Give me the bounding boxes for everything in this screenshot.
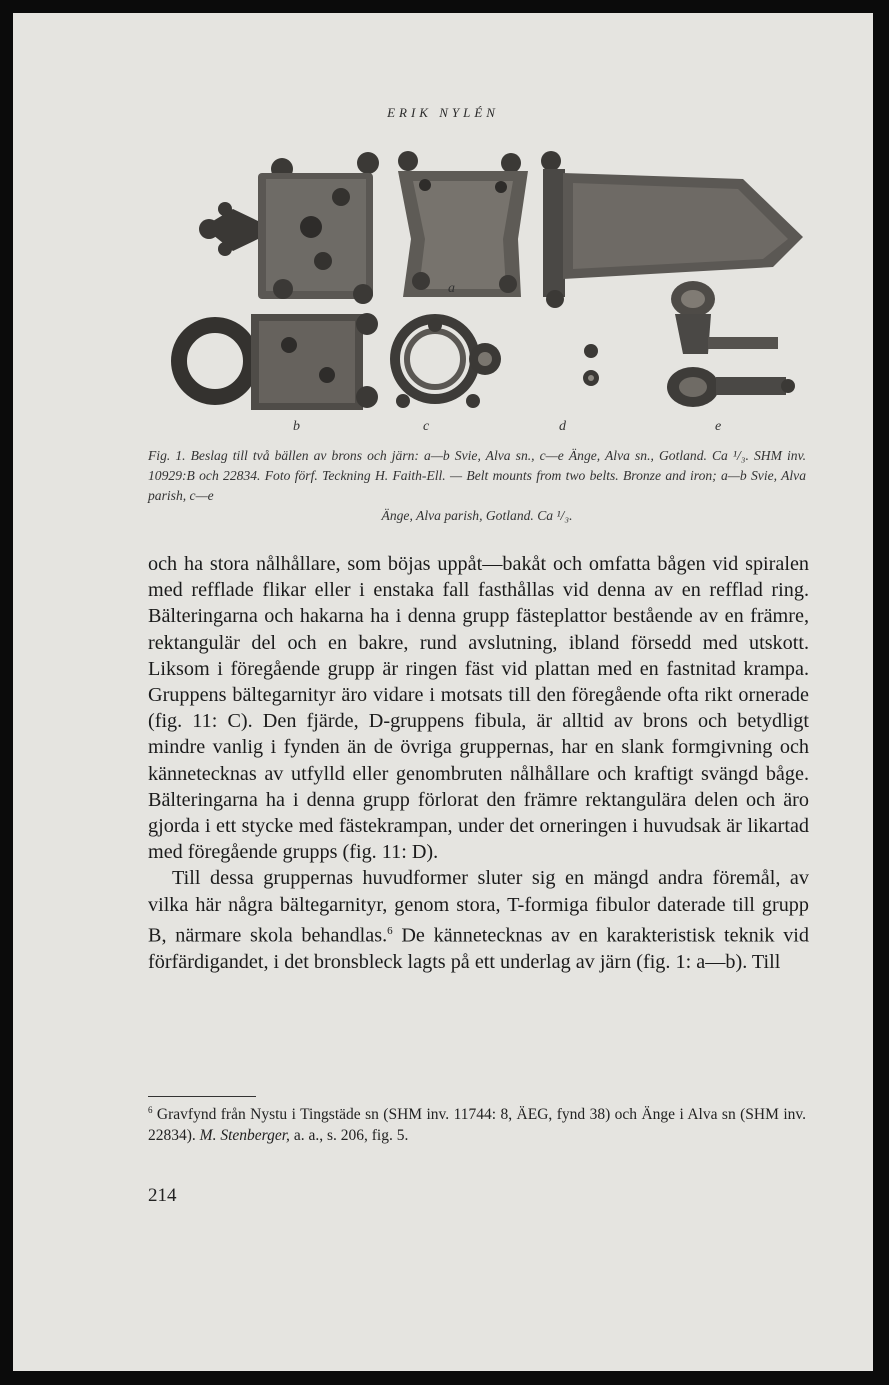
footnote-text-end: a. a., s. 206, fig. 5. <box>289 1126 409 1144</box>
caption-english-end: Änge, Alva parish, Gotland. Ca ¹/₃. <box>381 508 573 523</box>
figure-label-c: c <box>423 419 430 434</box>
caption-english: Belt mounts from two belts. Bronze and iron; a—b Svie, Alva parish, c—e <box>148 468 806 503</box>
belt-mounts-photo <box>163 149 813 439</box>
footnote <box>148 1100 806 1146</box>
caption-swedish: Fig. 1. Beslag till två bällen av brons och järn: a—b Svie, Alva sn., c—e Änge, Alva sn., Gotland. Ca ¹/₃. SHM inv. 10929:B och 22834. Foto förf. Teckning H. Faith-Ell. — <box>148 448 806 483</box>
figure-label-b: b <box>293 419 300 434</box>
paragraph-2 <box>148 865 809 975</box>
mount-a-left-plate <box>199 152 379 304</box>
paragraph-2-continued: De kännetecknas av en karakteristisk teknik vid förfärdigandet, i det bronsbleck lagts på ett underlag av järn (fig. 1: a—b). Till <box>148 924 809 973</box>
running-head: ERIK NYLÉN <box>387 105 499 120</box>
footnote-text: Gravfynd från Nystu i Tingstäde sn (SHM inv. 11744: 8, ÄEG, fynd 38) och Änge i Alva sn (SHM inv. 22834). <box>148 1106 806 1144</box>
paragraph-2-text: Till dessa gruppernas huvudformer sluter sig en mängd andra föremål, av vilka här några bältegarnityr, genom stora, T-formiga fibulor daterade till grupp B, närmare skola behandlas. <box>148 867 809 947</box>
body-text <box>148 551 809 975</box>
footnote-rule <box>148 1096 256 1097</box>
page-number: 214 <box>148 1185 177 1206</box>
figure-label-a: a <box>448 281 455 296</box>
paragraph-1: och ha stora nålhållare, som böjas uppåt—bakåt och omfatta bågen vid spiralen med refflade flikar eller i enstaka fall fasthållas vid denna av en refflad ring. Bälteringarna och hakarna ha i denna grupp fästeplattor bestående av en främre, rektangulär del och en bakre, rund avslutning, ibland försedd med utskott. Liksom i föregående grupp är ringen fäst vid plattan med en fastnitad krampa. Gruppens bältegarnityr äro vidare i motsats till den föregående ofta rikt ornerade (fig. 11: C). Den fjärde, D-gruppens fibula, är alltid av brons och betydligt mindre vanlig i fynden än de övriga gruppernas, har en slank formgivning och kännetecknas av utfylld eller genombruten nålhållare och kraftigt svängd båge. Bälteringarna ha i denna grupp förlorat den främre rektangulära delen och äro gjorda i ett stycke med fästekrampan, under det orneringen i huvudsak är likartad med föregående grupps (fig. 11: D). <box>148 553 809 864</box>
figure-belt-mounts <box>163 149 813 439</box>
mount-a-right-plate <box>541 151 803 308</box>
footnote-reference: 6 <box>387 924 393 937</box>
ring-b <box>179 313 378 410</box>
figure-label-d: d <box>559 419 566 434</box>
book-page <box>13 13 873 1371</box>
footnote-author: M. Stenberger, <box>199 1126 290 1144</box>
footnote-marker: 6 <box>148 1105 153 1115</box>
figure-label-e: e <box>715 419 722 434</box>
rivets-d <box>583 344 599 386</box>
hook-e <box>667 281 795 407</box>
figure-caption <box>148 446 806 526</box>
mount-a-center-plate <box>398 151 528 297</box>
ring-c <box>395 318 501 408</box>
